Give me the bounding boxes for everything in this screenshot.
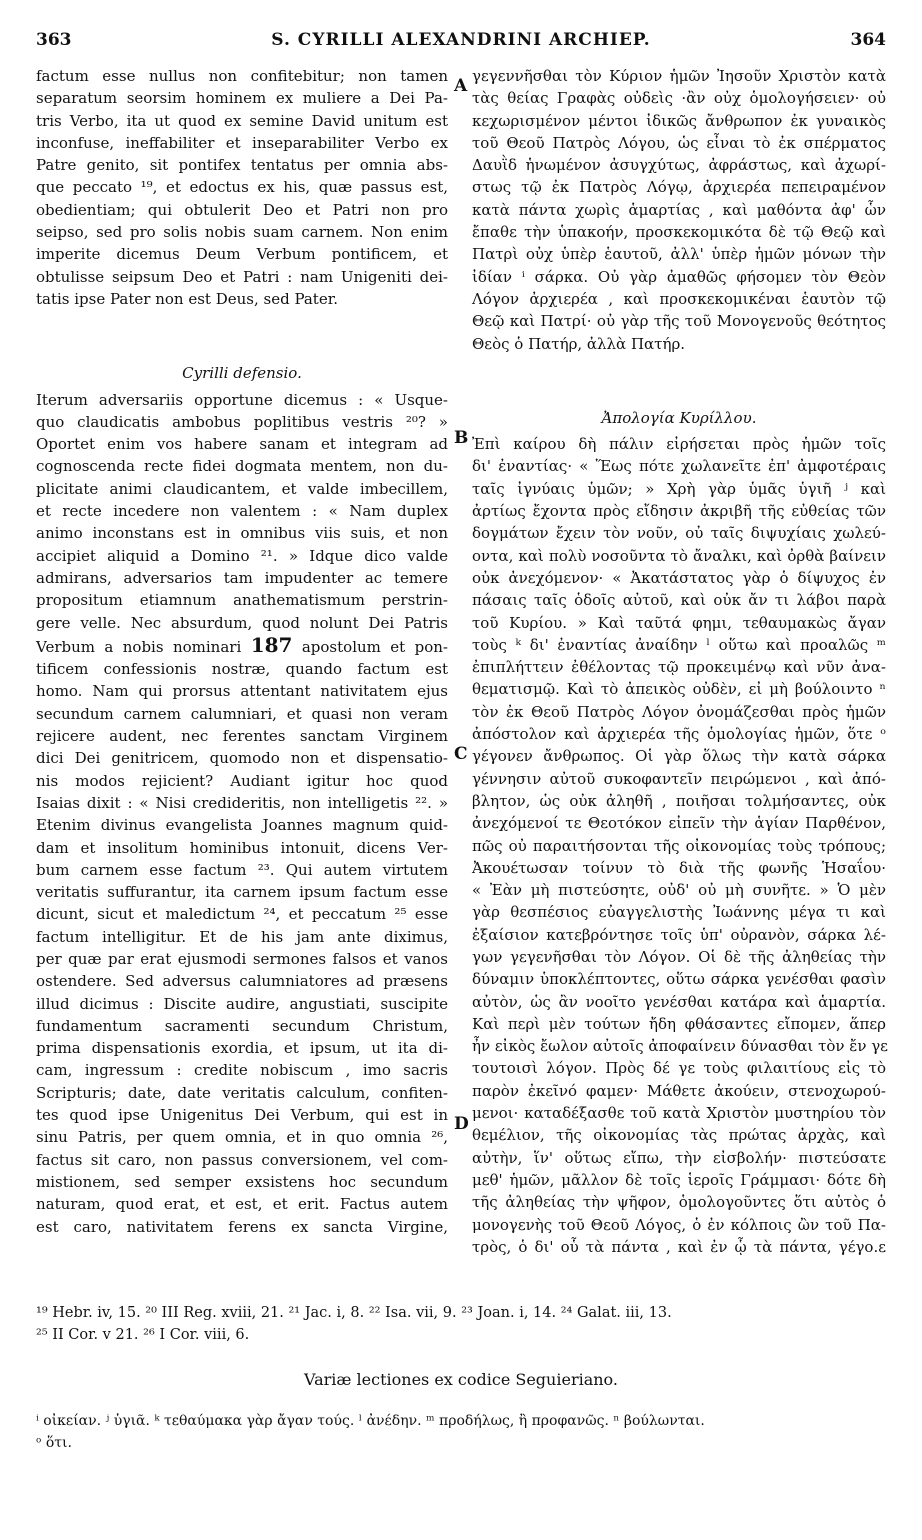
text-line: plicitate animi claudicantem, et valde imbecillem,	[36, 479, 448, 498]
text-line: μενοι· καταδέξασθε τοῦ κατὰ Χριστὸν μυστηρίου τὸν	[472, 1104, 886, 1123]
footnotes	[36, 1302, 886, 1346]
text-line: Scripturis; date, date veritatis calculum, confiten-	[36, 1083, 448, 1102]
text-line: cognoscenda recte fidei dogmata mentem, non du-	[36, 457, 448, 476]
text-line: separatum seorsim hominem ex muliere a Dei Pa-	[36, 89, 448, 108]
text-line: τοῦ Κυρίου. » Καὶ ταῦτά φημι, τεθαυμακὼς ἄγαν	[472, 613, 886, 632]
variae-line: ⁱ οἰκείαν. ʲ ὑγιᾶ. ᵏ τεθαύμακα γὰρ ἄγαν τούς. ˡ ἀνέδην. ᵐ προδήλως, ἢ προφανῶς. ⁿ βούλωνται.	[36, 1413, 705, 1429]
text-line: cam, ingressum : credite nobiscum , imo sacris	[36, 1061, 448, 1080]
text-line: admirans, adversarios tam impudenter ac temere	[36, 568, 448, 587]
text-line: gere velle. Nec absurdum, quod nolunt Dei Patris	[36, 613, 448, 632]
text-line: ἰδίαν ⁱ σάρκα. Οὐ γὰρ ἀμαθῶς φήσομεν τὸν Θεὸν	[472, 267, 886, 286]
text-line: αὐτὸν, ὡς ἂν νοοῖτο γενέσθαι κατάρα καὶ ἁμαρτία.	[472, 992, 886, 1011]
text-line: γέγονεν ἄνθρωπος. Οἱ γὰρ ὅλως τὴν κατὰ σάρκα	[472, 747, 886, 766]
greek-column	[472, 65, 886, 1258]
text-line: μονογενὴς τοῦ Θεοῦ Λόγος, ὁ ἐν κόλποις ὢν τοῦ Πα-	[472, 1215, 886, 1234]
text-line: ἀνεχόμενοί τε Θεοτόκον εἰπεῖν τὴν ἁγίαν Παρθένον,	[472, 814, 886, 833]
text-line: homo. Nam qui prorsus attentant nativitatem ejus	[36, 682, 448, 701]
text-line: θεμέλιον, τῆς οἰκονομίας τὰς πρώτας ἀρχὰς, καὶ	[472, 1126, 886, 1145]
text-line: οὐκ ἀνεχόμενον· « Ἀκατάστατος γὰρ ὁ δίψυχος ἐν	[472, 568, 886, 587]
text-line: obedientiam; qui obtulerit Deo et Patri non pro	[36, 200, 448, 219]
text-line: veritatis suffurantur, ita carnem ipsum factum esse	[36, 883, 448, 902]
text-line: nis modos rejicient? Audiant igitur hoc quod	[36, 771, 448, 790]
text-line: sinu Patris, per quem omnia, et in quo omnia ²⁶,	[36, 1128, 448, 1147]
text-line: Θεὸς ὁ Πατήρ, ἀλλὰ Πατήρ.	[472, 334, 686, 353]
greek-subheading: Ἀπολογία Κυρίλλου.	[601, 408, 757, 427]
text-line: dici Dei genitricem, quomodo non et dispensatio-	[36, 749, 448, 768]
text-line: factum esse nullus non confitebitur; non tamen	[36, 67, 448, 85]
text-line: γεγεννῆσθαι τὸν Κύριον ἡμῶν Ἰησοῦν Χριστὸν κατὰ	[472, 67, 886, 85]
text-line: accipiet aliquid a Domino ²¹. » Idque dico valde	[36, 546, 448, 565]
text-line: βλητον, ὡς οὐκ ἀληθῆ , ποιῆσαι τολμήσαντες, οὐκ	[472, 791, 886, 810]
text-line: tes quod ipse Unigenitus Dei Verbum, qui est in	[36, 1106, 448, 1125]
text-line: παρὸν ἐκεῖνό φαμεν· Μάθετε ἀκούειν, στενοχωρού-	[472, 1081, 886, 1100]
text-fragment: confessionis nostræ, quando factum est	[103, 660, 448, 679]
text-line: imperite dicemus Deum Verbum pontificem, et	[36, 245, 448, 264]
text-line: πῶς οὐ παραιτήσονται τῆς οἰκονομίας τοὺς τρόπους;	[472, 836, 886, 855]
latin-text-top	[36, 65, 448, 310]
footnote-line: ¹⁹ Hebr. iv, 15. ²⁰ III Reg. xviii, 21. ²¹ Jac. i, 8. ²² Isa. vii, 9. ²³ Joan. i, 14. ²⁴ Galat. iii, 13.	[36, 1305, 672, 1321]
text-line: γέννησιν αὐτοῦ συκοφαντεῖν πειρώμενοι , καὶ ἀπό-	[472, 769, 886, 788]
text-line: πάσαις ταῖς ὁδοῖς αὐτοῦ, καὶ οὐκ ἄν τι λάβοι παρὰ	[472, 591, 886, 610]
text-line: οντα, καὶ πολὺ νοσοῦντα τὸ ἄναλκι, καὶ ὀρθὰ βαίνειν	[472, 546, 886, 565]
greek-text-bottom	[472, 433, 886, 1258]
text-line: Θεῷ καὶ Πατρί· οὐ γὰρ τῆς τοῦ Μονογενοῦς θεότητος	[472, 312, 886, 331]
text-line: μεθ' ἡμῶν, μᾶλλον δὲ τοῖς ἱεροῖς Γράμμασι· δότε δὴ	[472, 1170, 886, 1189]
text-line: ἐπιπλήττειν ἐθέλοντας τῷ προκειμένῳ καὶ νῦν ἀνα-	[472, 658, 886, 677]
latin-text-bottom	[36, 389, 448, 1238]
text-fragment: tificem	[36, 660, 89, 679]
greek-text-top	[472, 65, 886, 355]
text-line: γὰρ θεσπέσιος εὐαγγελιστὴς Ἰωάννης μέγα τι καὶ	[472, 903, 886, 922]
text-line: prima dispensationis exordia, et ipsum, ut ita di-	[36, 1039, 448, 1058]
text-line: Patre genito, sit pontifex tentatus per omnia abs-	[36, 156, 448, 175]
running-title: S. CYRILLI ALEXANDRINI ARCHIEP.	[271, 30, 651, 50]
text-line: seipso, sed pro solis nobis suam carnem. Non enim	[36, 223, 448, 242]
text-line: γων γεγενῆσθαι τὸν Λόγον. Οἱ δὲ τῆς ἀληθείας τὴν	[472, 947, 886, 966]
text-fragment: Verbum a nobis nominari	[36, 637, 242, 656]
text-line: τῆς ἀληθείας τὴν ψῆφον, ὁμολογοῦντες ὅτι αὐτὸς ὁ	[472, 1193, 886, 1212]
text-line: factum intelligitur. Et de his jam ante diximus,	[36, 927, 448, 946]
text-line: naturam, quod erat, et est, et erit. Factus autem	[36, 1195, 448, 1214]
text-line: Etenim divinus evangelista Joannes magnum quid-	[36, 816, 448, 835]
text-line: ταῖς ἰγνύαις ὑμῶν; » Χρὴ γὰρ ὑμᾶς ὑγιῆ ʲ καὶ	[472, 479, 886, 498]
variae-line: ᵒ ὅτι.	[36, 1435, 72, 1451]
text-line: αὐτὴν, ἵν' οὕτως εἴπω, τὴν εἰσβολήν· πιστεύσατε	[472, 1148, 886, 1167]
text-line: rejicere audent, nec ferentes sanctam Virginem	[36, 727, 448, 746]
text-line: τὰς θείας Γραφὰς οὐδεὶς ·ἂν οὐχ ὁμολογήσειεν· οὐ	[472, 89, 886, 108]
text-line: τοῦ Θεοῦ Πατρὸς Λόγου, ὡς εἶναι τὸ ἐκ σπέρματος	[472, 133, 886, 152]
text-line: τουτοισὶ λόγον. Πρὸς δέ γε τοὺς φιλαιτίους εἰς τὸ	[472, 1059, 886, 1078]
text-line: ἦν εἰκὸς ἔωλον αὐτοῖς ἀποφαίνειν δύνασθαι τὸν ἔν γε	[472, 1037, 888, 1056]
text-line: Ἐπὶ καίρου δὴ πάλιν εἰρήσεται πρὸς ἡμῶν τοῖς	[472, 435, 886, 454]
variae-lectiones	[36, 1410, 886, 1454]
text-line: δύναμιν ὑποκλέπτοντες, οὕτω σάρκα γενέσθαι φασὶν	[472, 970, 886, 989]
text-line: quo claudicatis ambobus poplitibus vestris ²⁰? »	[36, 412, 448, 431]
margin-letter-a: A	[454, 76, 468, 96]
text-line: Πατρὶ οὐχ ὑπὲρ ἑαυτοῦ, ἀλλ' ὑπὲρ ἡμῶν μόνων τὴν	[472, 245, 886, 264]
text-line: Oportet enim vos habere sanam et integram ad	[36, 435, 448, 454]
text-line: secundum carnem calumniari, et quasi non veram	[36, 704, 448, 723]
text-line: τὸν ἐκ Θεοῦ Πατρὸς Λόγον ὀνομάζεσθαι πρὸς ἡμῶν	[472, 702, 886, 721]
text-line: Λόγον ἀρχιερέα , καὶ προσκεκομικέναι ἑαυτὸν τῷ	[472, 289, 886, 308]
text-line: ἔπαθε τὴν ὑπακοήν, προσκεκομικότα δὲ τῷ Θεῷ καὶ	[472, 223, 886, 242]
text-line: δι' ἐναντίας· « Ἕως πότε χωλανεῖτε ἐπ' ἀμφοτέραις	[472, 457, 886, 476]
text-line: Καὶ περὶ μὲν τούτων ἤδη φθάσαντες εἴπομεν, ἅπερ	[472, 1014, 886, 1033]
margin-letter-d: D	[454, 1114, 469, 1134]
text-line: ἀπόστολον καὶ ἀρχιερέα τῆς ὁμολογίας ἡμῶν, ὅτε ᵒ	[472, 725, 886, 744]
text-line: tris Verbo, ita ut quod ex semine David unitum est	[36, 111, 448, 130]
text-line: ἐξαίσιον κατεβρόντησε τοῖς ὑπ' οὐρανὸν, σάρκα λέ-	[472, 925, 886, 944]
text-line: τοὺς ᵏ δι' ἐναντίας ἀναίδην ˡ οὕτω καὶ προαλῶς ᵐ	[472, 635, 886, 654]
text-line: δογμάτων ἔχειν τὸν νοῦν, οὐ ταῖς διψυχίαις χωλεύ-	[472, 524, 886, 543]
text-line: est caro, nativitatem ferens ex sancta Virgine,	[36, 1217, 448, 1236]
text-line: κατὰ πάντα χωρὶς ἁμαρτίας , καὶ μαθόντα ἀφ' ὧν	[472, 200, 886, 219]
text-line: τρὸς, ὁ δι' οὗ τὰ πάντα , καὶ ἐν ᾧ τὰ πάντα, γέγο.ε	[472, 1237, 886, 1256]
text-line	[36, 634, 448, 658]
text-line: animo inconstans est in omnibus viis suis, et non	[36, 524, 448, 543]
latin-subheading: Cyrilli defensio.	[182, 364, 302, 383]
text-line: ostendere. Sed adversus calumniatores ad præsens	[36, 972, 448, 991]
text-line: ἀρτίως ἔχοντα πρὸς εἴδησιν ἀκριβῆ τῆς εὐθείας τῶν	[472, 502, 886, 521]
text-line	[36, 658, 448, 680]
column-number: 187	[250, 632, 293, 657]
text-line: bum carnem esse factum ²³. Qui autem virtutem	[36, 860, 448, 879]
page-header	[36, 30, 886, 60]
text-line: dicunt, sicut et maledictum ²⁴, et peccatum ²⁵ esse	[36, 905, 448, 924]
text-line: dam et insolitum hominibus intonuit, dicens Ver-	[36, 838, 448, 857]
text-line: propositum etiamnum anathematismum perstrin-	[36, 591, 448, 610]
text-line: que peccato ¹⁹, et edoctus ex his, quæ passus est,	[36, 178, 448, 197]
text-fragment: apostolum et pon-	[301, 637, 448, 656]
margin-letter-c: C	[454, 744, 468, 764]
text-line: « Ἐὰν μὴ πιστεύσητε, οὐδ' οὐ μὴ συνῆτε. » Ὁ μὲν	[472, 881, 886, 900]
text-line: per quæ par erat ejusmodi sermones falsos et vanos	[36, 949, 448, 968]
page-number-right: 364	[850, 30, 886, 50]
text-line: Ἀκουέτωσαν τοίνυν τὸ διὰ τῆς φωνῆς Ἡσαΐου·	[472, 858, 886, 877]
text-line: Δαυῒδ ἡνωμένον ἀσυγχύτως, ἀφράστως, καὶ ἀχωρί-	[472, 156, 886, 175]
text-line: στως τῷ ἐκ Πατρὸς Λόγῳ, ἀρχιερέα πεπειραμένον	[472, 178, 886, 197]
text-line: inconfuse, ineffabiliter et inseparabiliter Verbo ex	[36, 133, 448, 152]
page-number-left: 363	[36, 30, 72, 50]
text-line: Isaias dixit : « Nisi credideritis, non intelligetis ²². »	[36, 793, 448, 812]
text-line: mistionem, sed semper exsistens hoc secundum	[36, 1172, 448, 1191]
text-line: κεχωρισμένον μέντοι ἰδικῶς ἄνθρωπον ἐκ γυναικὸς	[472, 111, 886, 130]
latin-column	[36, 65, 448, 1238]
text-line: et recte incedere non valentem : « Nam duplex	[36, 502, 448, 521]
text-line: θεματισμῷ. Καὶ τὸ ἀπεικὸς οὐδὲν, εἰ μὴ βούλοιντο ⁿ	[472, 680, 886, 699]
margin-letter-b: B	[454, 428, 469, 448]
text-line: fundamentum sacramenti secundum Christum,	[36, 1016, 448, 1035]
text-line: tatis ipse Pater non est Deus, sed Pater.	[36, 289, 338, 308]
footnote-line: ²⁵ II Cor. v 21. ²⁶ I Cor. viii, 6.	[36, 1327, 250, 1343]
text-line: illud dicimus : Discite audire, angustiati, suscipite	[36, 994, 448, 1013]
text-line: Iterum adversariis opportune dicemus : « Usque-	[36, 390, 448, 409]
text-line: obtulisse seipsum Deo et Patri : nam Unigeniti dei-	[36, 267, 448, 286]
text-line: factus sit caro, non passus conversionem, vel com-	[36, 1150, 448, 1169]
variae-title: Variæ lectiones ex codice Seguieriano.	[304, 1370, 618, 1389]
